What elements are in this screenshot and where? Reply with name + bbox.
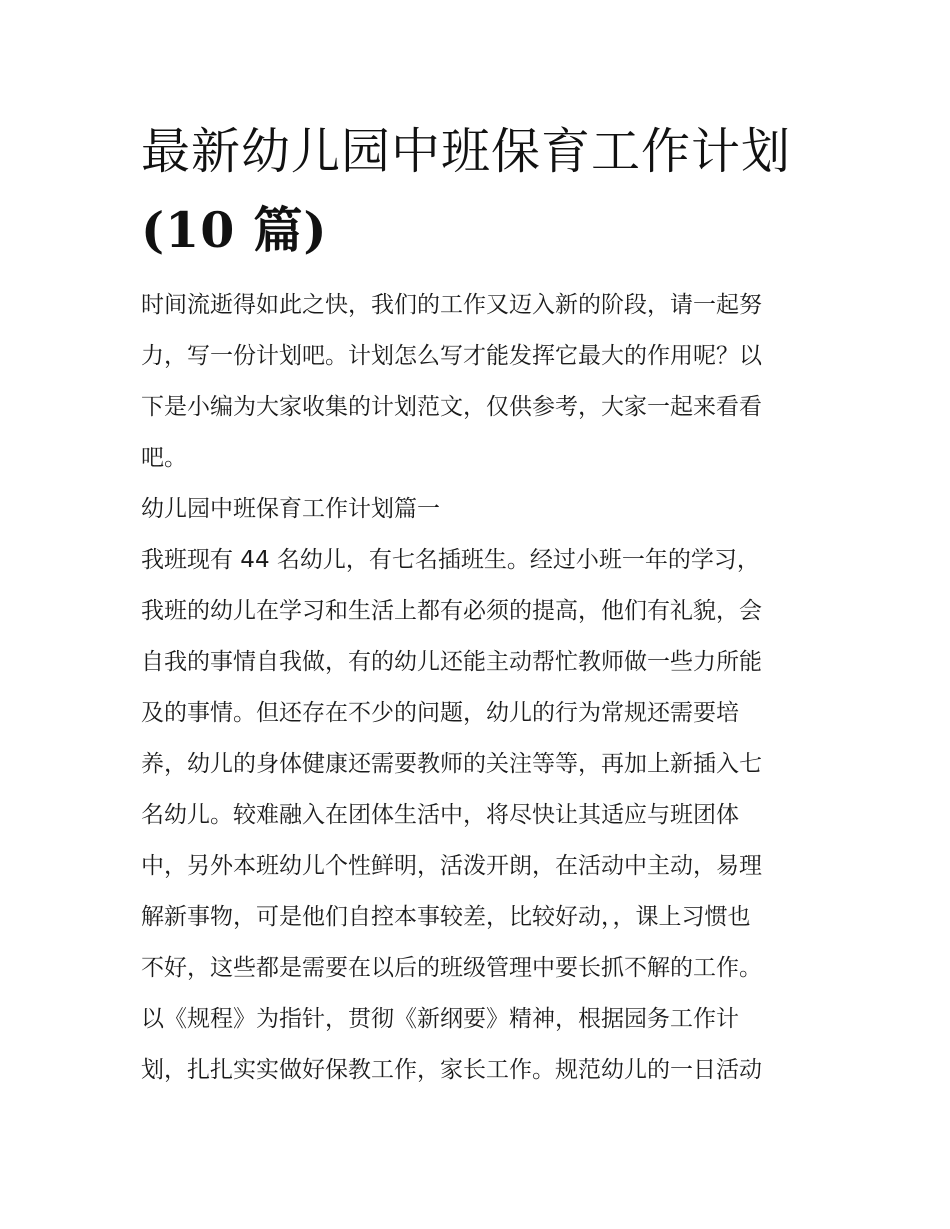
section-heading: [141, 484, 813, 535]
text-line: 吧。: [141, 445, 187, 471]
document-content: [141, 112, 813, 1096]
text-line: 我班的幼儿在学习和生活上都有必须的提高，他们有礼貌，会: [141, 598, 762, 624]
section-heading-text: 幼儿园中班保育工作计划篇一: [141, 496, 440, 522]
text-line: 下是小编为大家收集的计划范文，仅供参考，大家一起来看看: [141, 394, 762, 420]
text-line: 及的事情。但还存在不少的问题，幼儿的行为常规还需要培: [141, 700, 739, 726]
text-line: 力，写一份计划吧。计划怎么写才能发挥它最大的作用呢？以: [141, 343, 762, 369]
text-line: 中，另外本班幼儿个性鲜明，活泼开朗，在活动中主动，易理: [141, 853, 762, 879]
text-line: 养，幼儿的身体健康还需要教师的关注等等，再加上新插入七: [141, 751, 762, 777]
text-line: 名幼儿。较难融入在团体生活中，将尽快让其适应与班团体: [141, 802, 739, 828]
text-line: 时间流逝得如此之快，我们的工作又迈入新的阶段，请一起努: [141, 292, 762, 318]
text-line: 不好，这些都是需要在以后的班级管理中要长抓不解的工作。: [141, 955, 762, 981]
title-line: (10 篇): [141, 201, 328, 259]
text-line: 划，扎扎实实做好保教工作，家长工作。规范幼儿的一日活动: [141, 1057, 762, 1083]
document-title: [141, 112, 813, 270]
intro-paragraph: [141, 280, 813, 484]
text-line: 我班现有 44 名幼儿，有七名插班生。经过小班一年的学习，: [141, 547, 760, 573]
text-line: 解新事物，可是他们自控本事较差，比较好动，，课上习惯也: [141, 904, 751, 930]
text-line: 自我的事情自我做，有的幼儿还能主动帮忙教师做一些力所能: [141, 649, 762, 675]
title-line: 最新幼儿园中班保育工作计划: [141, 123, 792, 180]
body-paragraph: [141, 535, 813, 1096]
text-line: 以《规程》为指针，贯彻《新纲要》精神，根据园务工作计: [141, 1006, 739, 1032]
